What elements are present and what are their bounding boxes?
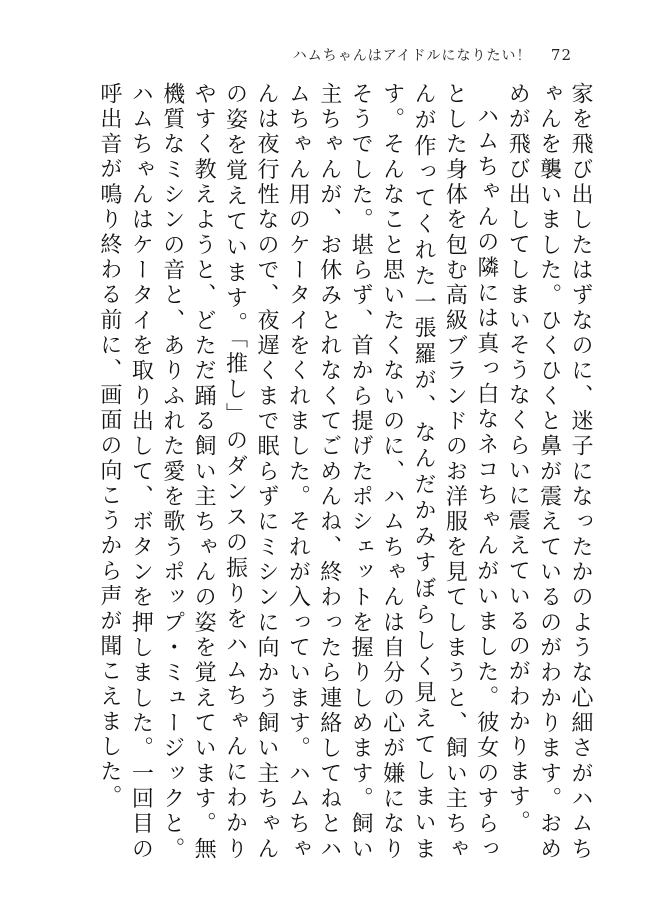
page-number: 72 [550, 46, 572, 64]
paragraph: ハムちゃんの隣には真っ白なネコちゃんがいました。彼女のすらっとした身体を包む高級ブランドのお洋服を見てしまうと、飼い主ちゃんが作ってくれた一張羅が、なんだかみすぼらしく見えてしまいます。そんなこと思いたくないのに、ハムちゃんは自分の心が嫌になりそうでした。堪らず、首から提げたポシェットを握りしめます。飼い主ちゃんが、お休みとれなくてごめんね、終わったら連絡してねとハムちゃん用のケータイをくれました。それが入っています。ハムちゃんは夜行性なので、夜遅くまで眠らずにミシンに向かう飼い主ちゃんの姿を覚えています。「推し」のダンスの振りをハムちゃんにわかりやすく教えようと、どただ踊る飼い主ちゃんの姿を覚えています。無機質なミシンの音と、ありふれた愛を歌うポップ・ミュージックと。ハムちゃんはケータイを取り出して、ボタンを押しました。一回目の呼出音が鳴り終わる前に、画面の向こうから声が聞こえました。 [96, 82, 499, 862]
paragraph: 家を飛び出したはずなのに、迷子になったかのような心細さがハムちゃんを襲いました。ひくひくと鼻が震えているのがわかります。おめめが飛び出してしまいそうなくらいに震えているのがわかります。 [505, 82, 593, 862]
running-header [293, 45, 572, 65]
book-title: ハムちゃんはアイドルになりたい！ [292, 48, 532, 64]
body-text [96, 82, 596, 862]
